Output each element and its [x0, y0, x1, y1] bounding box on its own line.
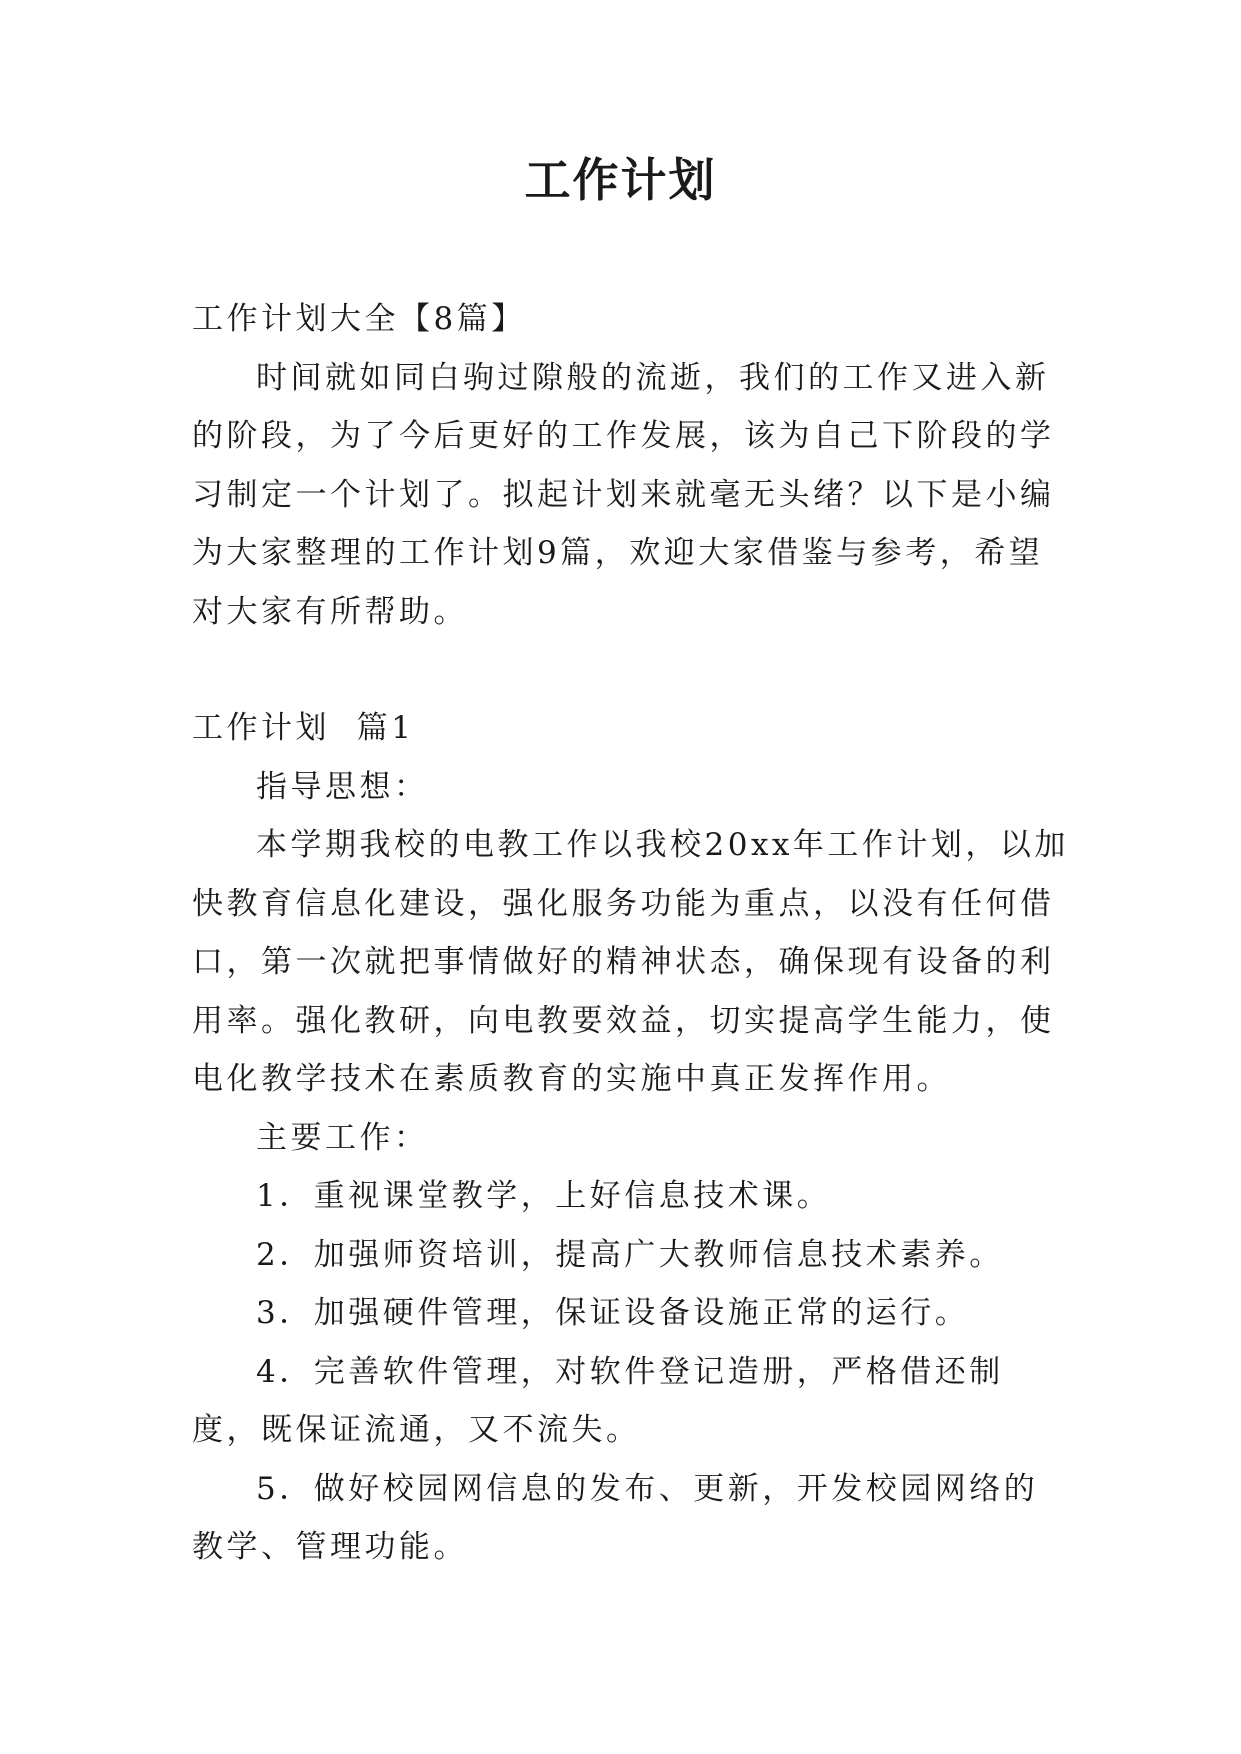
document-title: 工作计划 [524, 153, 717, 207]
guide-label: 指导思想： [256, 768, 429, 805]
work-item-1: 1．重视课堂教学，上好信息技术课。 [256, 1178, 832, 1214]
work-item-4: 4．完善软件管理，对软件登记造册，严格借还制度，既保证流通，又不流失。 [192, 1353, 1004, 1448]
work-item-5: 5．做好校园网信息的发布、更新，开发校园网络的教学、管理功能。 [192, 1470, 1039, 1565]
section-heading: 工作计划 篇1 [192, 710, 415, 746]
work-item-3: 3．加强硬件管理，保证设备设施正常的运行。 [256, 1295, 970, 1331]
document-body [192, 290, 1072, 1577]
intro-paragraph: 时间就如同白驹过隙般的流逝，我们的工作又进入新的阶段，为了今后更好的工作发展，该为自己下阶段的学习制定一个计划了。拟起计划来就毫无头绪？以下是小编为大家整理的工作计划9篇，欢迎大家借鉴与参考，希望对大家有所帮助。 [192, 359, 1055, 630]
section-spacer [192, 641, 1072, 699]
guide-paragraph: 本学期我校的电教工作以我校20xx年工作计划，以加快教育信息化建设，强化服务功能为重点，以没有任何借口，第一次就把事情做好的精神状态，确保现有设备的利用率。强化教研，向电教要效益，切实提高学生能力，使电化教学技术在素质教育的实施中真正发挥作用。 [192, 827, 1069, 1097]
main-work-label: 主要工作： [256, 1119, 429, 1156]
subtitle: 工作计划大全【8篇】 [192, 301, 526, 337]
work-item-2: 2．加强师资培训，提高广大教师信息技术素养。 [256, 1236, 1004, 1273]
